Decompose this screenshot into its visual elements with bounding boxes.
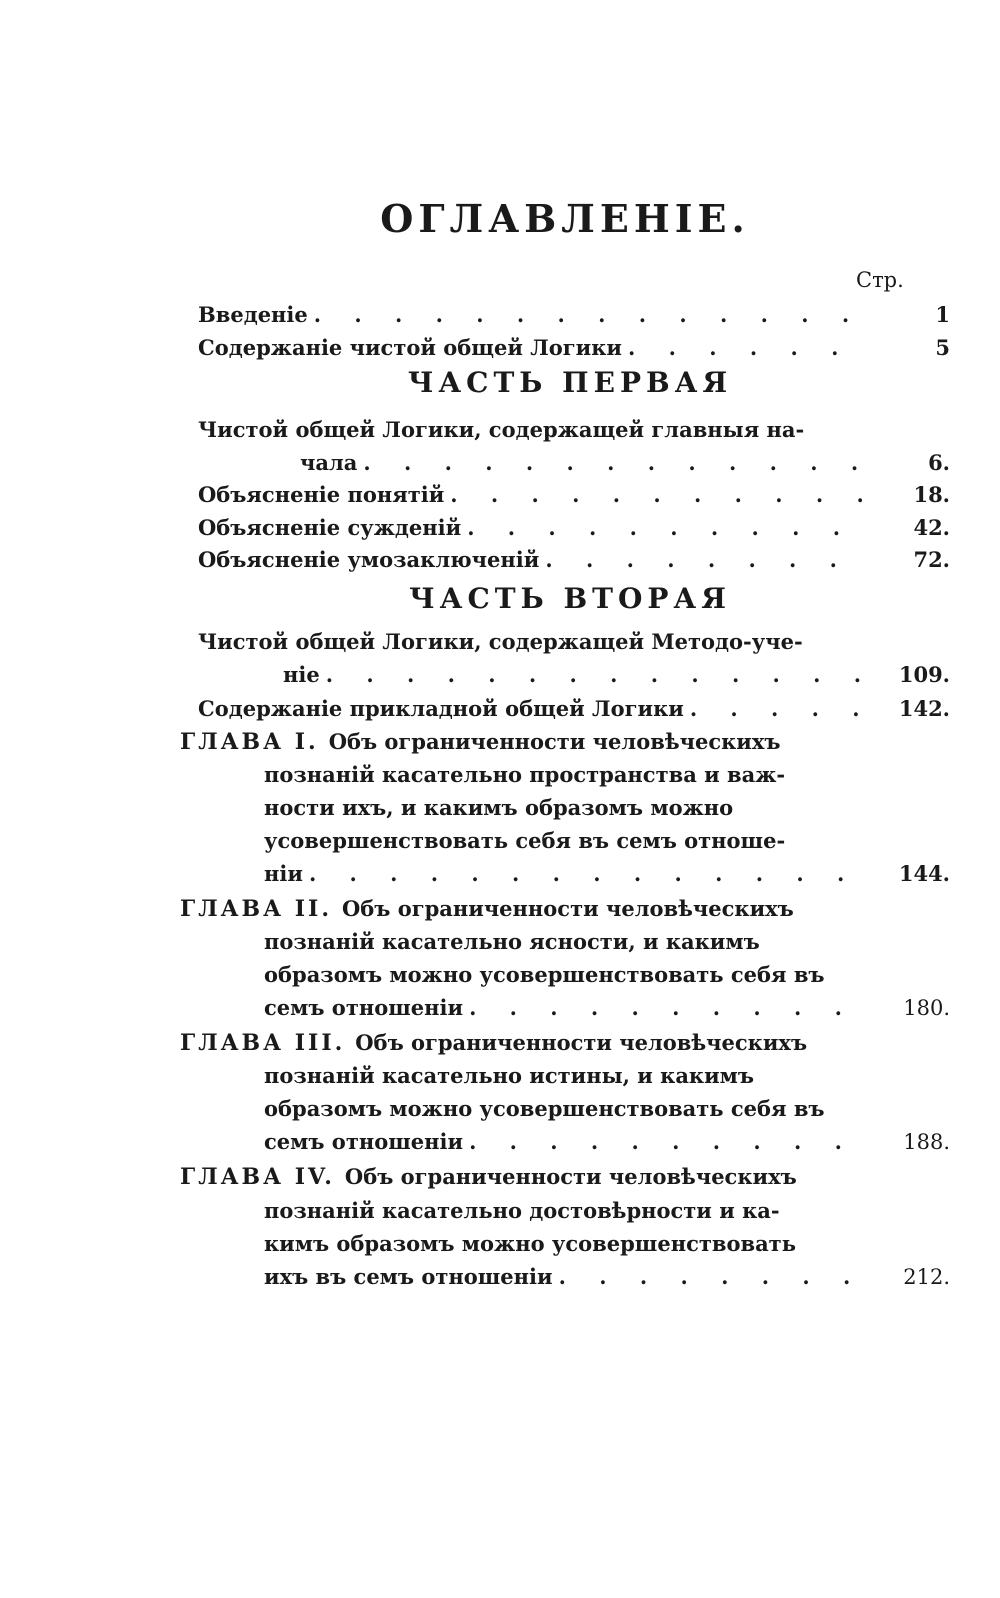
chapter-text-line: познаній касательно достовѣрности и ка-	[264, 1198, 780, 1223]
chapter-text: семъ отношеніи	[264, 1129, 464, 1154]
toc-entry-applied-logic[interactable]	[198, 694, 863, 724]
chapter-text: Объ ограниченности человѣческихъ	[344, 1164, 797, 1189]
chapter-3-last-line[interactable]	[264, 1127, 854, 1157]
toc-entry-text: Содержаніе прикладной общей Логики	[198, 696, 684, 721]
toc-page-number: 1	[935, 302, 950, 327]
chapter-2-last-line[interactable]	[264, 993, 854, 1023]
toc-entry-introduction[interactable]	[198, 300, 863, 330]
toc-entry-contents[interactable]	[198, 333, 863, 363]
chapter-label: ГЛАВА II.	[180, 896, 332, 922]
chapter-text: Объ ограниченности человѣческихъ	[355, 1030, 808, 1055]
toc-page-number: 180.	[903, 996, 950, 1020]
chapter-label: ГЛАВА I.	[180, 729, 319, 755]
chapter-4-first-line[interactable]	[180, 1162, 850, 1192]
toc-page-number: 42.	[913, 515, 950, 540]
toc-page-number: 6.	[928, 450, 950, 475]
toc-entry-text: чала	[300, 450, 358, 475]
chapter-2-first-line[interactable]	[180, 894, 850, 924]
toc-entry-text: ніе	[283, 662, 320, 687]
chapter-1-last-line[interactable]	[264, 859, 854, 889]
toc-entry-inferences[interactable]	[198, 545, 863, 575]
toc-page-number: 18.	[913, 482, 950, 507]
chapter-3-first-line[interactable]	[180, 1028, 850, 1058]
part-two-heading: ЧАСТЬ ВТОРАЯ	[409, 582, 731, 615]
chapter-text-line: усовершенствовать себя въ семъ отноше-	[264, 828, 786, 853]
chapter-text-line: кимъ образомъ можно усовершенствовать	[264, 1231, 796, 1256]
page-title: ОГЛАВЛЕНІЕ.	[380, 196, 750, 241]
toc-entry-text-line[interactable]: Чистой общей Логики, содержащей Методо-уче-	[198, 629, 803, 654]
chapter-text-line: образомъ можно усовершенствовать себя въ	[264, 1096, 825, 1121]
toc-page-number: 5	[935, 335, 950, 360]
toc-entry-concepts[interactable]	[198, 480, 863, 510]
toc-entry-judgments[interactable]	[198, 513, 863, 543]
toc-entry-principles[interactable]	[198, 448, 863, 478]
chapter-text: семъ отношеніи	[264, 995, 464, 1020]
chapter-text-line: познаній касательно ясности, и какимъ	[264, 929, 760, 954]
toc-entry-text: Содержаніе чистой общей Логики	[198, 335, 622, 360]
chapter-1-first-line[interactable]	[180, 727, 850, 757]
chapter-text-line: образомъ можно усовершенствовать себя въ	[264, 962, 825, 987]
page-column-label: Стр.	[856, 268, 904, 292]
toc-page-number: 109.	[898, 662, 950, 687]
toc-page-number: 72.	[913, 547, 950, 572]
toc-page-number: 212.	[903, 1265, 950, 1289]
toc-page-number: 188.	[903, 1130, 950, 1154]
toc-entry-text: Объясненіе понятій	[198, 482, 445, 507]
chapter-label: ГЛАВА III.	[180, 1030, 346, 1056]
chapter-text-line: ности ихъ, и какимъ образомъ можно	[264, 795, 734, 820]
chapter-4-last-line[interactable]	[264, 1262, 854, 1292]
chapter-text: Объ ограниченности человѣческихъ	[341, 896, 794, 921]
toc-entry-text: Введеніе	[198, 302, 308, 327]
chapter-text: ніи	[264, 861, 303, 886]
part-one-heading: ЧАСТЬ ПЕРВАЯ	[407, 366, 733, 399]
toc-entry-text-line[interactable]: Чистой общей Логики, содержащей главныя на-	[198, 417, 805, 442]
chapter-text: Объ ограниченности человѣческихъ	[328, 729, 781, 754]
toc-entry-text: Объясненіе сужденій	[198, 515, 462, 540]
chapter-label: ГЛАВА IV.	[180, 1164, 335, 1190]
toc-page-number: 144.	[898, 861, 950, 886]
chapter-text: ихъ въ семъ отношеніи	[264, 1264, 553, 1289]
chapter-text-line: познаній касательно истины, и какимъ	[264, 1063, 755, 1088]
toc-entry-text: Объясненіе умозаключеній	[198, 547, 540, 572]
chapter-text-line: познаній касательно пространства и важ-	[264, 762, 786, 787]
toc-page-number: 142.	[898, 696, 950, 721]
toc-entry-methodology[interactable]	[198, 660, 863, 690]
